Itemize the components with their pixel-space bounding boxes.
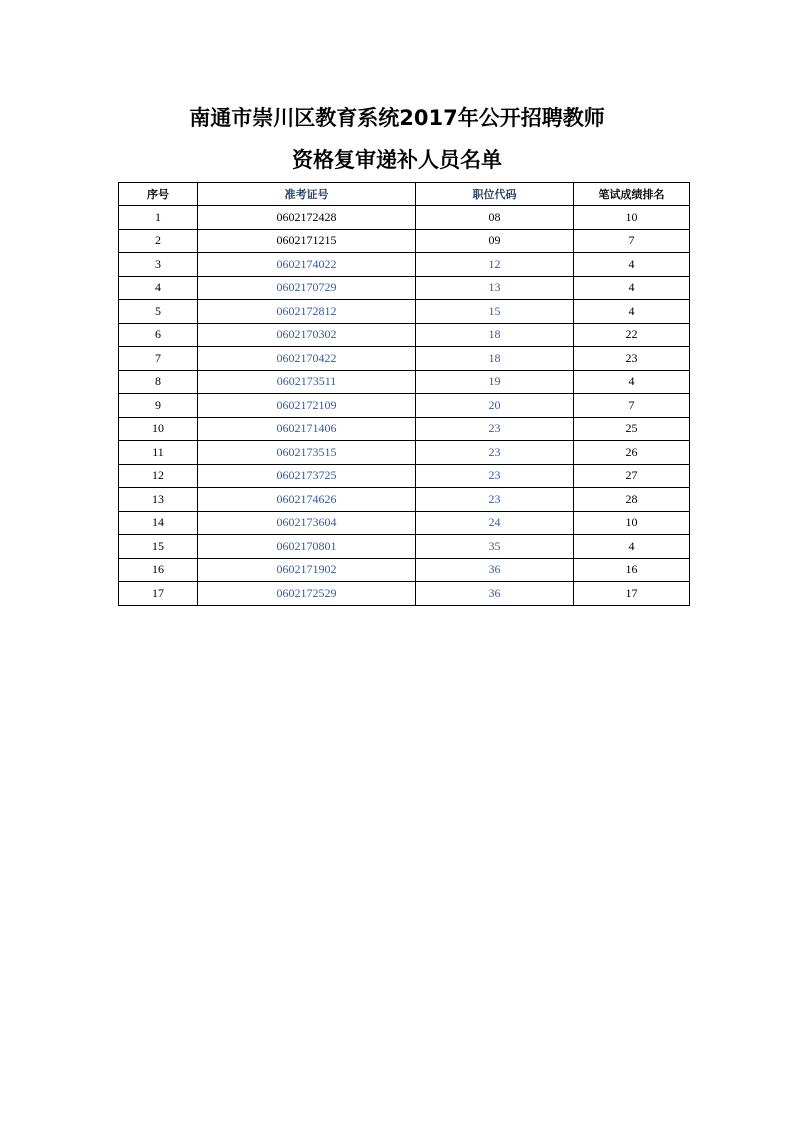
cell-rank: 4 [574, 253, 690, 277]
header-exam-id: 准考证号 [198, 183, 416, 206]
cell-position-code: 23 [416, 464, 574, 488]
table-row [119, 582, 690, 606]
cell-rank: 7 [574, 394, 690, 418]
header-rank: 笔试成绩排名 [574, 183, 690, 206]
cell-exam-id: 0602171902 [198, 558, 416, 582]
cell-position-code: 18 [416, 347, 574, 371]
table-row [119, 394, 690, 418]
cell-exam-id: 0602173725 [198, 464, 416, 488]
cell-seq: 11 [119, 441, 198, 465]
cell-exam-id: 0602172812 [198, 300, 416, 324]
cell-rank: 4 [574, 535, 690, 559]
cell-position-code: 18 [416, 323, 574, 347]
table-row [119, 488, 690, 512]
cell-position-code: 23 [416, 488, 574, 512]
cell-exam-id: 0602172109 [198, 394, 416, 418]
cell-rank: 17 [574, 582, 690, 606]
title-line-1: 南通市崇川区教育系统2017年公开招聘教师 [189, 106, 605, 130]
cell-position-code: 24 [416, 511, 574, 535]
cell-seq: 12 [119, 464, 198, 488]
cell-seq: 17 [119, 582, 198, 606]
table-row [119, 229, 690, 253]
cell-rank: 10 [574, 511, 690, 535]
cell-position-code: 23 [416, 441, 574, 465]
cell-position-code: 36 [416, 582, 574, 606]
cell-rank: 26 [574, 441, 690, 465]
cell-exam-id: 0602170801 [198, 535, 416, 559]
cell-rank: 27 [574, 464, 690, 488]
cell-rank: 4 [574, 370, 690, 394]
cell-rank: 16 [574, 558, 690, 582]
cell-seq: 16 [119, 558, 198, 582]
table-row [119, 464, 690, 488]
cell-position-code: 13 [416, 276, 574, 300]
cell-position-code: 20 [416, 394, 574, 418]
cell-position-code: 12 [416, 253, 574, 277]
cell-position-code: 09 [416, 229, 574, 253]
header-seq: 序号 [119, 183, 198, 206]
cell-rank: 4 [574, 300, 690, 324]
cell-seq: 14 [119, 511, 198, 535]
cell-exam-id: 0602173511 [198, 370, 416, 394]
cell-position-code: 08 [416, 206, 574, 230]
cell-exam-id: 0602172428 [198, 206, 416, 230]
table-row [119, 441, 690, 465]
cell-seq: 9 [119, 394, 198, 418]
cell-seq: 2 [119, 229, 198, 253]
cell-position-code: 15 [416, 300, 574, 324]
cell-exam-id: 0602173604 [198, 511, 416, 535]
cell-exam-id: 0602174626 [198, 488, 416, 512]
cell-rank: 25 [574, 417, 690, 441]
cell-seq: 5 [119, 300, 198, 324]
cell-seq: 4 [119, 276, 198, 300]
table-row [119, 417, 690, 441]
cell-position-code: 19 [416, 370, 574, 394]
cell-seq: 10 [119, 417, 198, 441]
cell-exam-id: 0602170302 [198, 323, 416, 347]
table-row [119, 276, 690, 300]
table-row [119, 511, 690, 535]
table-row [119, 206, 690, 230]
cell-rank: 4 [574, 276, 690, 300]
cell-seq: 7 [119, 347, 198, 371]
cell-seq: 13 [119, 488, 198, 512]
cell-position-code: 36 [416, 558, 574, 582]
title-line-2: 资格复审递补人员名单 [292, 148, 502, 172]
cell-exam-id: 0602171215 [198, 229, 416, 253]
cell-seq: 8 [119, 370, 198, 394]
cell-exam-id: 0602170422 [198, 347, 416, 371]
cell-position-code: 35 [416, 535, 574, 559]
table-body [119, 206, 690, 606]
cell-seq: 1 [119, 206, 198, 230]
table-row [119, 253, 690, 277]
cell-exam-id: 0602171406 [198, 417, 416, 441]
cell-exam-id: 0602170729 [198, 276, 416, 300]
table-row [119, 347, 690, 371]
table-row [119, 558, 690, 582]
cell-rank: 23 [574, 347, 690, 371]
cell-rank: 7 [574, 229, 690, 253]
cell-rank: 28 [574, 488, 690, 512]
table-row [119, 323, 690, 347]
cell-seq: 3 [119, 253, 198, 277]
table-header-row [119, 183, 690, 206]
cell-position-code: 23 [416, 417, 574, 441]
table-row [119, 370, 690, 394]
cell-rank: 22 [574, 323, 690, 347]
document-title [0, 98, 794, 180]
cell-exam-id: 0602173515 [198, 441, 416, 465]
roster-table [118, 182, 690, 606]
cell-rank: 10 [574, 206, 690, 230]
cell-seq: 15 [119, 535, 198, 559]
cell-exam-id: 0602174022 [198, 253, 416, 277]
cell-seq: 6 [119, 323, 198, 347]
table-row [119, 535, 690, 559]
header-position-code: 职位代码 [416, 183, 574, 206]
cell-exam-id: 0602172529 [198, 582, 416, 606]
table-row [119, 300, 690, 324]
